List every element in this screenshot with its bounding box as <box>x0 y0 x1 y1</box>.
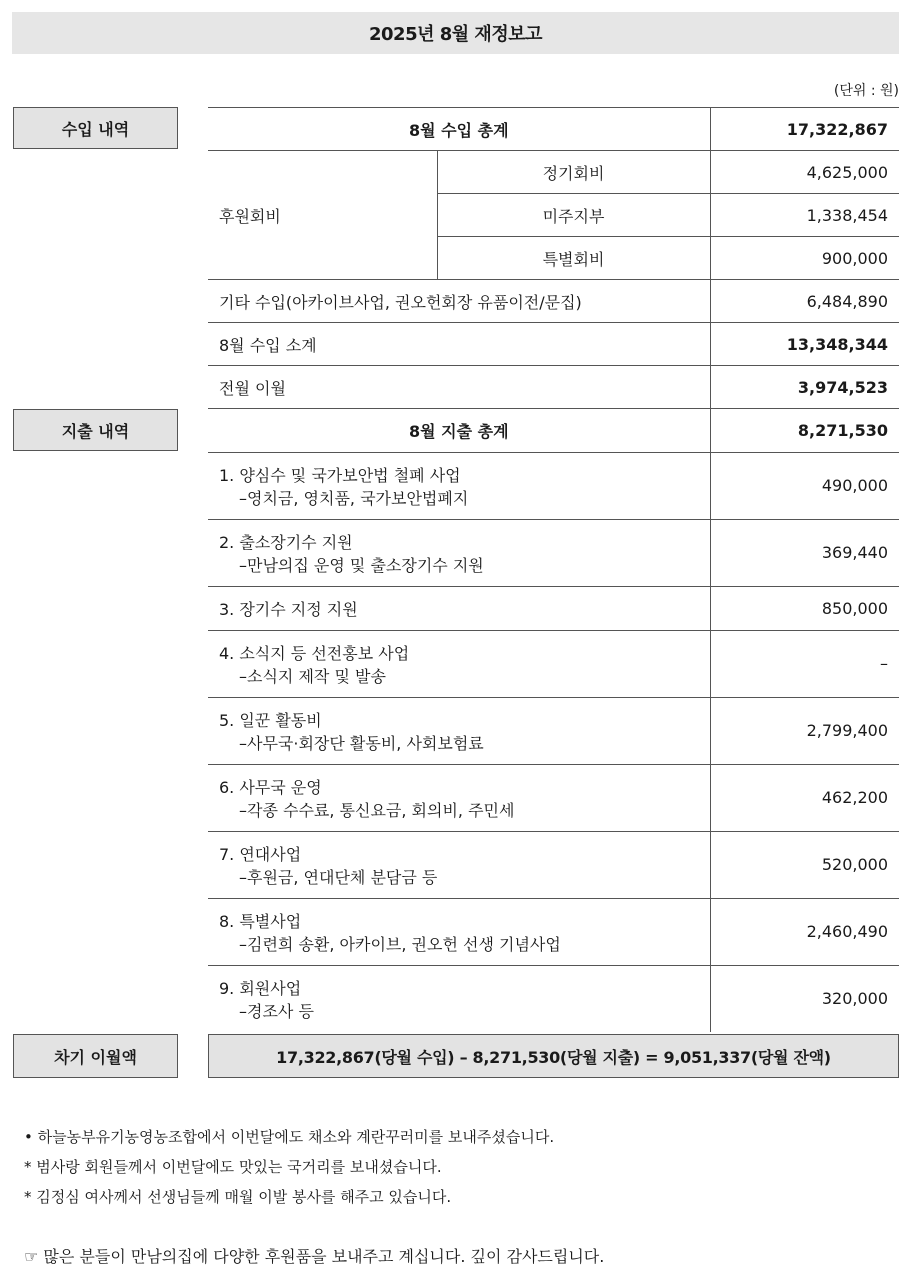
expense-item-detail: –소식지 제작 및 발송 <box>239 666 386 686</box>
expense-item-detail: –만남의집 운영 및 출소장기수 지원 <box>239 555 484 575</box>
expense-item-detail: –각종 수수료, 통신요금, 회의비, 주민세 <box>239 800 515 820</box>
expense-item-value: 462,200 <box>710 764 899 831</box>
expense-item-detail: –경조사 등 <box>239 1001 314 1021</box>
expense-section-label: 지출 내역 <box>13 409 178 451</box>
dues-group-label: 후원회비 <box>208 151 437 280</box>
expense-item-detail: –영치금, 영치품, 국가보안법폐지 <box>239 488 469 508</box>
income-table <box>208 107 899 409</box>
expense-item-value: 369,440 <box>710 519 899 586</box>
expense-row <box>208 452 899 519</box>
expense-item-detail: –후원금, 연대단체 분담금 등 <box>239 867 438 887</box>
income-total-value: 17,322,867 <box>710 108 899 151</box>
expense-item-title: 5. 일꾼 활동비 <box>219 710 322 730</box>
expense-row <box>208 898 899 965</box>
expense-item-detail: –김련희 송환, 아카이브, 권오헌 선생 기념사업 <box>239 934 561 954</box>
income-subtotal-value: 13,348,344 <box>710 323 899 366</box>
expense-item-value: 520,000 <box>710 831 899 898</box>
expense-table <box>208 409 899 1032</box>
expense-row <box>208 965 899 1032</box>
expense-row <box>208 697 899 764</box>
expense-item-title: 9. 회원사업 <box>219 978 302 998</box>
expense-item-title: 3. 장기수 지정 지원 <box>208 586 710 630</box>
expense-item-value: 2,799,400 <box>710 697 899 764</box>
balance-section-label: 차기 이월액 <box>13 1034 178 1078</box>
notes-list <box>24 1122 554 1212</box>
expense-row <box>208 831 899 898</box>
dues-item-label: 미주지부 <box>437 194 710 237</box>
expense-total-row <box>208 409 899 452</box>
carryover-label: 전월 이월 <box>208 366 710 409</box>
balance-formula: 17,322,867(당월 수입) – 8,271,530(당월 지출) = 9,051,337(당월 잔액) <box>208 1034 899 1078</box>
closing-message: ☞ 많은 분들이 만남의집에 다양한 후원품을 보내주고 계십니다. 깊이 감사드립니다. <box>24 1247 605 1266</box>
expense-row <box>208 519 899 586</box>
income-section-label: 수입 내역 <box>13 107 178 149</box>
income-total-row <box>208 108 899 151</box>
expense-item-title: 1. 양심수 및 국가보안법 철폐 사업 <box>219 465 461 485</box>
dues-item-value: 900,000 <box>710 237 899 280</box>
expense-item-value: – <box>710 630 899 697</box>
report-title: 2025년 8월 재정보고 <box>12 12 899 54</box>
income-row <box>208 323 899 366</box>
expense-item-value: 2,460,490 <box>710 898 899 965</box>
unit-label: (단위 : 원) <box>833 83 899 99</box>
expense-row <box>208 764 899 831</box>
note-item: * 김정심 여사께서 선생님들께 매월 이발 봉사를 해주고 있습니다. <box>24 1188 452 1206</box>
income-row <box>208 366 899 409</box>
income-total-label: 8월 수입 총계 <box>208 108 710 151</box>
expense-item-value: 320,000 <box>710 965 899 1032</box>
note-item: * 범사랑 회원들께서 이번달에도 맛있는 국거리를 보내셨습니다. <box>24 1158 442 1176</box>
expense-item-title: 4. 소식지 등 선전홍보 사업 <box>219 643 410 663</box>
expense-row <box>208 630 899 697</box>
other-income-value: 6,484,890 <box>710 280 899 323</box>
income-subtotal-label: 8월 수입 소계 <box>208 323 710 366</box>
expense-total-value: 8,271,530 <box>710 409 899 452</box>
expense-row <box>208 586 899 630</box>
expense-item-title: 6. 사무국 운영 <box>219 777 322 797</box>
dues-item-value: 1,338,454 <box>710 194 899 237</box>
expense-item-value: 850,000 <box>710 586 899 630</box>
expense-item-title: 2. 출소장기수 지원 <box>219 532 353 552</box>
expense-total-label: 8월 지출 총계 <box>208 409 710 452</box>
dues-item-label: 정기회비 <box>437 151 710 194</box>
expense-item-title: 8. 특별사업 <box>219 911 302 931</box>
income-row <box>208 151 899 194</box>
expense-item-value: 490,000 <box>710 452 899 519</box>
dues-item-value: 4,625,000 <box>710 151 899 194</box>
carryover-value: 3,974,523 <box>710 366 899 409</box>
other-income-label: 기타 수입(아카이브사업, 권오헌회장 유품이전/문집) <box>208 280 710 323</box>
expense-item-detail: –사무국·회장단 활동비, 사회보험료 <box>239 733 484 753</box>
expense-item-title: 7. 연대사업 <box>219 844 302 864</box>
income-row <box>208 280 899 323</box>
note-item: • 하늘농부유기농영농조합에서 이번달에도 채소와 계란꾸러미를 보내주셨습니다. <box>24 1128 555 1146</box>
dues-item-label: 특별회비 <box>437 237 710 280</box>
